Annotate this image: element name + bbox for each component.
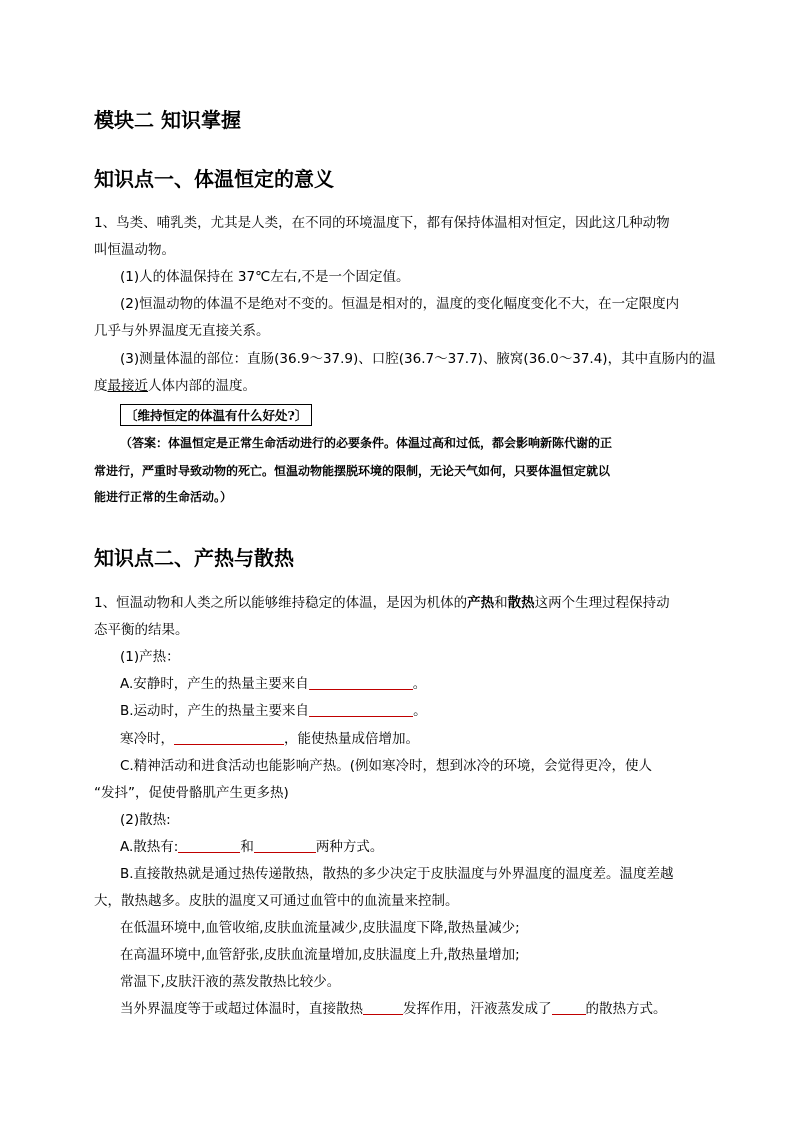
heat-production-heading: (1)产热：: [120, 649, 180, 665]
heat-b-period: 。: [413, 703, 427, 719]
s1-item3-line1: (3)测量体温的部位：直肠(36.9～37.9)、口腔(36.7～37.7)、腋窝(36.0～37.4)，其中直肠内的温: [120, 351, 716, 367]
last-c: 的散热方式。: [585, 1001, 667, 1017]
answer-line2: 常进行，严重时导致动物的死亡。恒温动物能摆脱环境的限制，无论天气如何，只要体温恒定就以: [94, 464, 611, 478]
s1-item3-line2-b: 最接近: [107, 378, 148, 394]
fill-blank-3[interactable]: [174, 730, 284, 745]
heat-loss-heading: (2)散热:: [120, 812, 171, 828]
s2-p1-line1: [94, 594, 670, 612]
fill-blank-1[interactable]: [309, 675, 413, 690]
loss-a-line: [120, 838, 383, 856]
s1-item1: (1)人的体温保持在 37℃左右,不是一个固定值。: [120, 269, 410, 285]
s2-p1-a: 1、恒温动物和人类之所以能够维持稳定的体温，是因为机体的: [94, 595, 468, 611]
heat-a-line: [120, 675, 426, 693]
last-b: 发挥作用，汗液蒸发成了: [403, 1001, 552, 1017]
s2-p1-line2: 态平衡的结果。: [94, 622, 189, 638]
fill-blank-5[interactable]: [254, 838, 316, 853]
section2-title: 知识点二、产热与散热: [94, 546, 294, 570]
loss-b-line1: B.直接散热就是通过热传递散热，散热的多少决定于皮肤温度与外界温度的温度差。温度差越: [120, 866, 674, 882]
fill-blank-7[interactable]: [552, 1000, 586, 1015]
heat-c-line1: C.精神活动和进食活动也能影响产热。(例如寒冷时，想到冰冷的环境，会觉得更冷，使人: [120, 758, 652, 774]
s1-item3-line2-c: 人体内部的温度。: [148, 378, 256, 394]
heat-b-text: B.运动时，产生的热量主要来自: [120, 703, 310, 719]
fill-blank-4[interactable]: [178, 838, 240, 853]
s2-p1-d: 散热: [507, 595, 535, 611]
heat-a-text: A.安静时，产生的热量主要来自: [120, 676, 309, 692]
fill-blank-2[interactable]: [309, 702, 413, 717]
high-temp-line: 在高温环境中,血管舒张,皮肤血流量增加,皮肤温度上升,散热量增加;: [120, 947, 520, 963]
question-box: 〔维持恒定的体温有什么好处?〕: [120, 404, 312, 426]
s1-item2-line2: 几乎与外界温度无直接关系。: [94, 323, 270, 339]
section1-title: 知识点一、体温恒定的意义: [94, 167, 334, 191]
s2-p1-e: 这两个生理过程保持动: [534, 595, 670, 611]
answer-line3: 能进行正常的生命活动。）: [94, 490, 233, 504]
s2-p1-c: 和: [494, 595, 508, 611]
fill-blank-6[interactable]: [363, 1000, 403, 1015]
cold-b: ，能使热量成倍增加。: [284, 731, 419, 747]
cold-a: 寒冷时，: [120, 731, 174, 747]
heat-b-line: [120, 702, 427, 720]
s1-item2-line1: (2)恒温动物的体温不是绝对不变的。恒温是相对的，温度的变化幅度变化不大，在一定限度内: [120, 296, 680, 312]
loss-a-c: 两种方式。: [315, 839, 384, 855]
heat-a-period: 。: [412, 676, 427, 692]
cold-line: [120, 730, 419, 748]
module-title: 模块二 知识掌握: [94, 108, 241, 132]
s1-p1-line2: 叫恒温动物。: [94, 242, 175, 258]
last-line: [120, 1000, 667, 1018]
heat-c-line2: “发抖”，促使骨骼肌产生更多热): [94, 785, 289, 801]
loss-a-a: A.散热有:: [120, 839, 179, 855]
loss-b-line2: 大，散热越多。皮肤的温度又可通过血管中的血流量来控制。: [94, 893, 459, 909]
s1-item3-line2: [94, 377, 256, 395]
s1-p1-line1: 1、鸟类、哺乳类，尤其是人类，在不同的环境温度下，都有保持体温相对恒定，因此这几种动物: [94, 215, 670, 231]
normal-temp-line: 常温下,皮肤汗液的蒸发散热比较少。: [120, 974, 341, 990]
answer-line1: （答案：体温恒定是正常生命活动进行的必要条件。体温过高和过低，都会影响新陈代谢的正: [120, 436, 613, 450]
s2-p1-b: 产热: [467, 595, 495, 611]
last-a: 当外界温度等于或超过体温时，直接散热: [120, 1001, 363, 1017]
s1-item3-line2-a: 度: [94, 378, 108, 394]
loss-a-b: 和: [240, 839, 254, 855]
low-temp-line: 在低温环境中,血管收缩,皮肤血流量减少,皮肤温度下降,散热量减少;: [120, 920, 520, 936]
